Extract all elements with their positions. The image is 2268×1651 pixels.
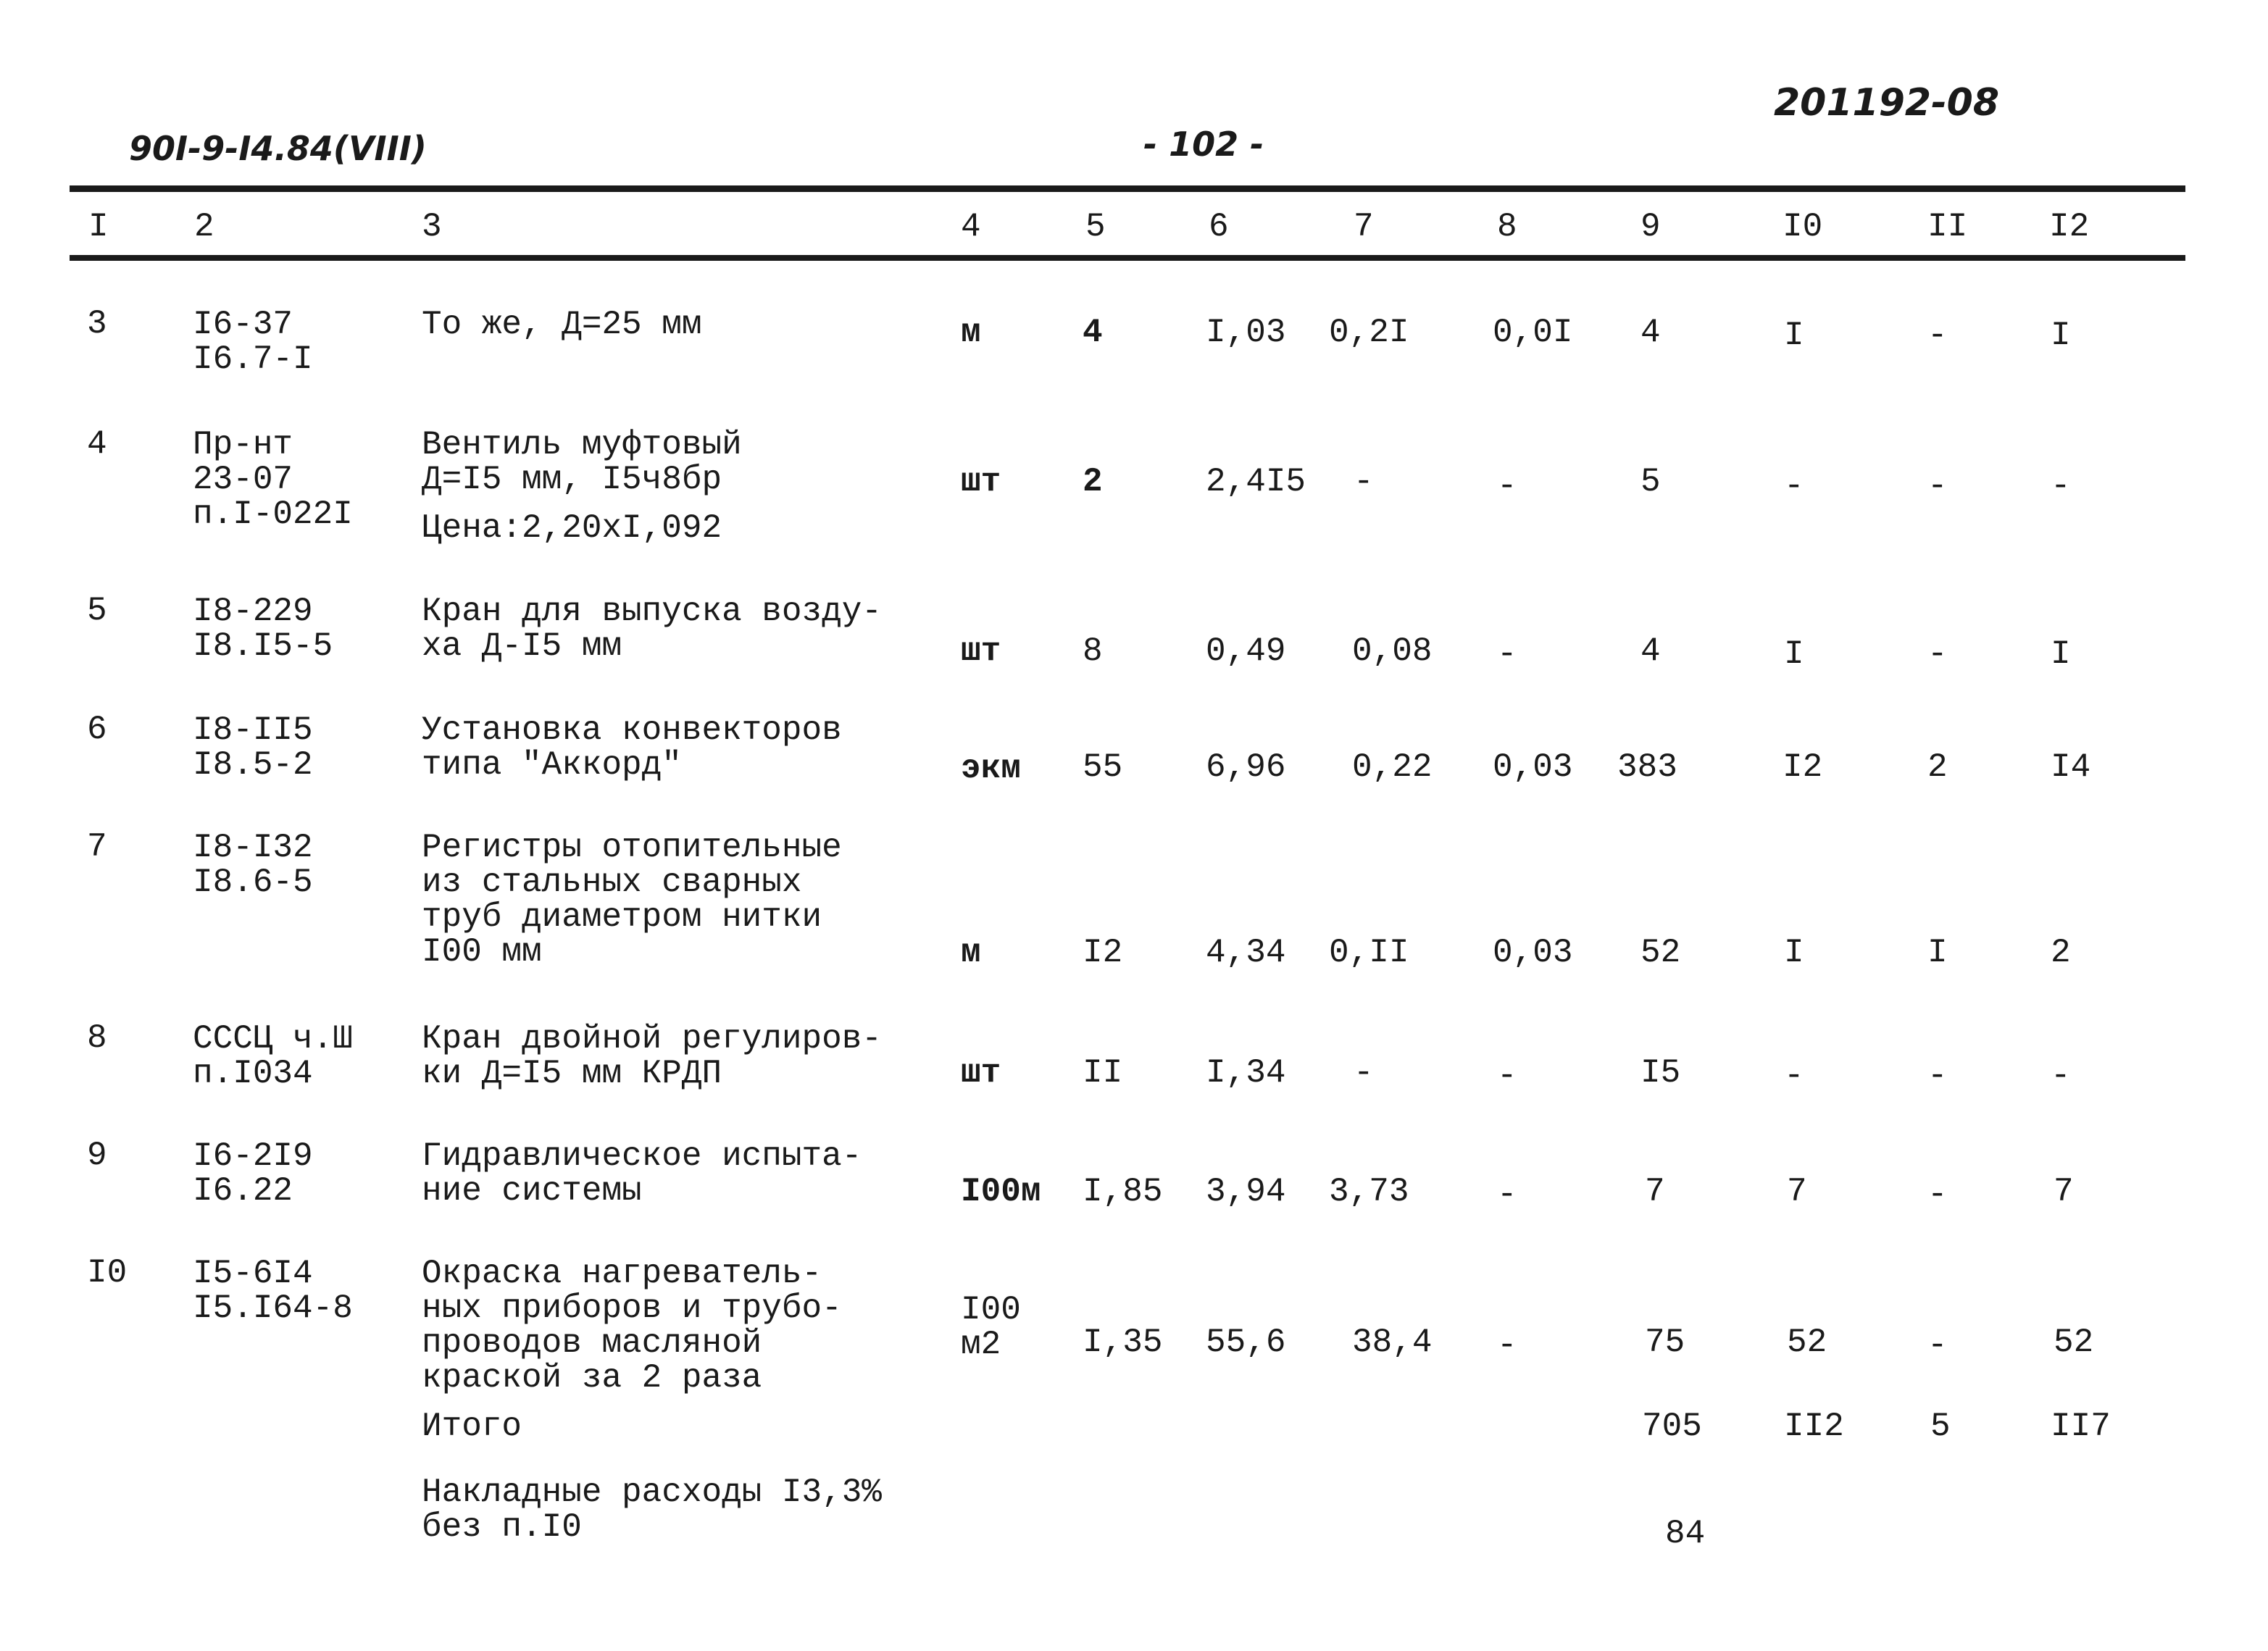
work-description: Регистры отопительные из стальных сварных труб диаметром нитки I00 мм <box>422 829 842 971</box>
row-number: 5 <box>87 592 107 630</box>
price-note: Цена:2,20хI,092 <box>422 509 722 547</box>
cell-col-11: - <box>1927 1057 1948 1095</box>
unit: м <box>961 934 981 971</box>
cell-col-8: - <box>1497 1057 1517 1095</box>
cell-col-11: - <box>1927 1326 1948 1364</box>
document-code: 90I-9-I4.84(VIII) <box>129 129 427 168</box>
work-description: Кран для выпуска возду- ха Д-I5 мм <box>422 593 882 665</box>
cell-col-7: 0,22 <box>1352 748 1433 786</box>
rate-code: I8-I32 I8.6-5 <box>193 829 313 901</box>
rate-code: СССЦ ч.Ш п.I034 <box>193 1020 353 1092</box>
cell-col-8: 0,03 <box>1493 934 1573 971</box>
cell-col-10: I2 <box>1783 748 1823 786</box>
col-header-10: I0 <box>1783 208 1823 246</box>
col-header-6: 6 <box>1209 208 1229 246</box>
cell-col-11: - <box>1927 317 1948 354</box>
cell-col-5: 8 <box>1083 632 1103 670</box>
row-number: 6 <box>87 711 107 748</box>
work-description: Установка конвекторов типа "Аккорд" <box>422 711 842 784</box>
cell-col-12: I <box>2051 635 2071 673</box>
work-description: То же, Д=25 мм <box>422 306 702 343</box>
cell-col-12: I <box>2051 317 2071 354</box>
unit: м <box>961 314 981 351</box>
col-header-2: 2 <box>194 208 214 246</box>
header-rule <box>70 255 2185 261</box>
cell-col-10: 7 <box>1787 1173 1807 1211</box>
unit: экм <box>961 750 1021 787</box>
cell-col-8: - <box>1497 1176 1517 1213</box>
totals-label: Итого <box>422 1408 522 1445</box>
rate-code: I8-II5 I8.5-2 <box>193 711 313 784</box>
unit: шт <box>961 1054 1001 1092</box>
col-header-4: 4 <box>961 208 981 246</box>
totals-col-11: 5 <box>1930 1408 1951 1445</box>
cell-col-9: 383 <box>1617 748 1677 786</box>
cell-col-6: 3,94 <box>1206 1173 1286 1211</box>
cell-col-10: - <box>1784 1057 1804 1095</box>
cell-col-9: I5 <box>1640 1054 1681 1092</box>
cell-col-7: 0,08 <box>1352 632 1433 670</box>
unit: шт <box>961 463 1001 501</box>
cell-col-7: - <box>1354 463 1374 501</box>
row-number: 3 <box>87 305 107 343</box>
page-number: - 102 - <box>1143 125 1264 164</box>
col-header-8: 8 <box>1497 208 1517 246</box>
cell-col-9: 75 <box>1645 1324 1685 1361</box>
cell-col-11: - <box>1927 467 1948 505</box>
cell-col-5: I,85 <box>1083 1173 1163 1211</box>
cell-col-11: - <box>1927 1176 1948 1213</box>
cell-col-12: - <box>2051 1057 2071 1095</box>
cell-col-12: 7 <box>2054 1173 2074 1211</box>
cell-col-12: 2 <box>2051 934 2071 971</box>
totals-col-9: 705 <box>1642 1408 1702 1445</box>
totals-col-12: II7 <box>2051 1408 2111 1445</box>
row-number: 4 <box>87 425 107 463</box>
col-header-7: 7 <box>1354 208 1374 246</box>
col-header-11: II <box>1927 208 1968 246</box>
cell-col-10: - <box>1784 467 1804 505</box>
totals-col-10: II2 <box>1784 1408 1844 1445</box>
cell-col-5: I,35 <box>1083 1324 1163 1361</box>
cell-col-8: - <box>1497 467 1517 505</box>
cell-col-8: 0,03 <box>1493 748 1573 786</box>
cell-col-6: 0,49 <box>1206 632 1286 670</box>
cell-col-6: I,03 <box>1206 314 1286 351</box>
cell-col-12: 52 <box>2054 1324 2094 1361</box>
cell-col-6: 2,4I5 <box>1206 463 1306 501</box>
cell-col-9: 52 <box>1640 934 1681 971</box>
cell-col-8: 0,0I <box>1493 314 1573 351</box>
rate-code: I8-229 I8.I5-5 <box>193 593 333 665</box>
cell-col-9: 4 <box>1640 314 1661 351</box>
cell-col-5: II <box>1083 1054 1123 1092</box>
cell-col-10: I <box>1784 635 1804 673</box>
rate-code: I6-37 I6.7-I <box>193 306 313 378</box>
row-number: I0 <box>87 1254 128 1292</box>
col-header-3: 3 <box>422 208 442 246</box>
unit: шт <box>961 632 1001 670</box>
cell-col-7: 0,II <box>1329 934 1409 971</box>
archive-stamp: 201192-08 <box>1774 81 2000 125</box>
cell-col-6: 6,96 <box>1206 748 1286 786</box>
cell-col-7: 38,4 <box>1352 1324 1433 1361</box>
row-number: 8 <box>87 1019 107 1057</box>
work-description: Вентиль муфтовый Д=I5 мм, I5ч8бр <box>422 426 742 498</box>
rate-code: Пр-нт 23-07 п.I-022I <box>193 426 353 533</box>
top-rule <box>70 185 2185 192</box>
cell-col-9: 4 <box>1640 632 1661 670</box>
overhead-col-9: 84 <box>1665 1515 1706 1552</box>
cell-col-5: 55 <box>1083 748 1123 786</box>
cell-col-11: 2 <box>1927 748 1948 786</box>
col-header-12: I2 <box>2049 208 2090 246</box>
cell-col-7: 0,2I <box>1329 314 1409 351</box>
col-header-1: I <box>88 208 109 246</box>
col-header-5: 5 <box>1085 208 1106 246</box>
work-description: Гидравлическое испыта- ние системы <box>422 1137 862 1210</box>
rate-code: I6-2I9 I6.22 <box>193 1137 313 1210</box>
cell-col-9: 5 <box>1640 463 1661 501</box>
cell-col-11: I <box>1927 934 1948 971</box>
cell-col-10: I <box>1784 317 1804 354</box>
work-description: Кран двойной регулиров- ки Д=I5 мм КРДП <box>422 1020 882 1092</box>
row-number: 9 <box>87 1137 107 1174</box>
rate-code: I5-6I4 I5.I64-8 <box>193 1255 353 1327</box>
row-number: 7 <box>87 828 107 866</box>
work-description: Окраска нагреватель- ных приборов и трубо- проводов масляной краской за 2 раза <box>422 1255 842 1397</box>
cell-col-5: 2 <box>1083 463 1103 501</box>
cell-col-7: - <box>1354 1054 1374 1092</box>
cell-col-12: - <box>2051 467 2071 505</box>
unit: I00 м2 <box>961 1291 1021 1363</box>
cell-col-7: 3,73 <box>1329 1173 1409 1211</box>
cell-col-6: 55,6 <box>1206 1324 1286 1361</box>
cell-col-8: - <box>1497 1326 1517 1364</box>
cell-col-9: 7 <box>1645 1173 1665 1211</box>
col-header-9: 9 <box>1640 208 1661 246</box>
cell-col-11: - <box>1927 635 1948 673</box>
cell-col-8: - <box>1497 635 1517 673</box>
cell-col-5: 4 <box>1083 314 1103 351</box>
overhead-label: Накладные расходы I3,3% без п.I0 <box>422 1474 882 1546</box>
cell-col-6: I,34 <box>1206 1054 1286 1092</box>
cell-col-5: I2 <box>1083 934 1123 971</box>
cell-col-10: 52 <box>1787 1324 1827 1361</box>
cell-col-10: I <box>1784 934 1804 971</box>
unit: I00м <box>961 1173 1041 1211</box>
cell-col-12: I4 <box>2051 748 2091 786</box>
cell-col-6: 4,34 <box>1206 934 1286 971</box>
